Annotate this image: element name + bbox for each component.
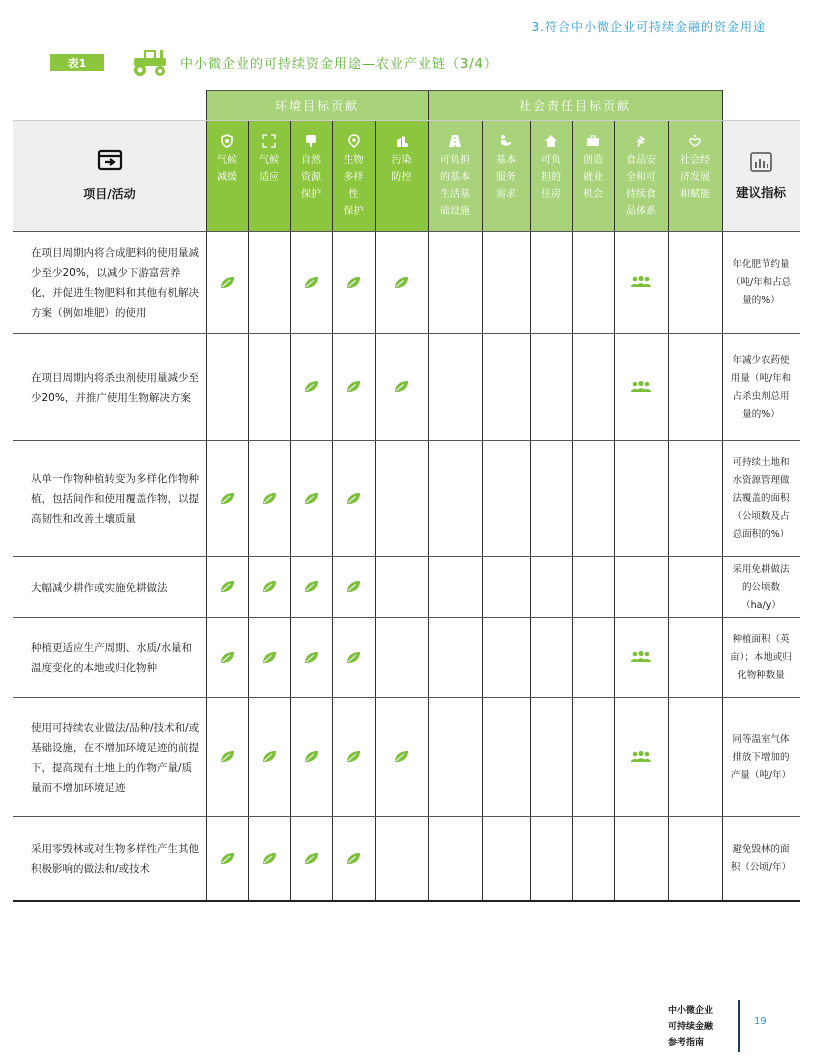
env-mark-cell	[206, 231, 248, 333]
leaf-icon	[346, 852, 361, 865]
footer-guide-title	[668, 1003, 713, 1051]
column-header-social-2	[482, 120, 530, 231]
indicator-cell	[722, 816, 800, 900]
indicator-cell	[722, 697, 800, 816]
env-mark-cell	[290, 333, 332, 440]
indicator-cell	[722, 556, 800, 617]
env-mark-cell	[375, 440, 428, 556]
people-icon	[630, 650, 652, 664]
leaf-icon	[220, 276, 235, 289]
social-mark-cell	[428, 231, 482, 333]
social-mark-cell	[614, 231, 668, 333]
column-header-social-5	[614, 120, 668, 231]
grid-vline	[206, 90, 207, 900]
social-mark-cell	[668, 617, 722, 697]
grid-vline	[248, 120, 249, 900]
briefcase-icon	[586, 134, 600, 148]
column-header-env-4	[332, 120, 375, 231]
bar-chart-icon	[749, 151, 773, 173]
social-mark-cell	[482, 617, 530, 697]
leaf-icon	[304, 651, 319, 664]
leaf-icon	[220, 651, 235, 664]
group-header-social: 社会责任目标贡献	[428, 90, 722, 120]
social-mark-cell	[572, 617, 614, 697]
column-header-social-6	[668, 120, 722, 231]
grid-vline	[572, 120, 573, 900]
env-mark-cell	[332, 617, 375, 697]
column-header-social-label: 基本 服务 需求	[496, 155, 516, 200]
grid-vline	[375, 120, 376, 900]
grid-hline	[13, 333, 800, 334]
leaf-icon	[346, 580, 361, 593]
env-mark-cell	[332, 556, 375, 617]
column-header-social-label: 食品安 全和可 持续食 品体系	[626, 155, 656, 217]
activity-cell	[13, 697, 206, 816]
env-mark-cell	[375, 556, 428, 617]
env-mark-cell	[375, 697, 428, 816]
env-mark-cell	[332, 333, 375, 440]
column-header-social-label: 社会经 济发展 和赋能	[680, 155, 710, 200]
column-header-social-4	[572, 120, 614, 231]
location-pin-icon	[347, 134, 361, 148]
indicator-text: 种植面积（英亩）；本地或归化物种数量	[730, 634, 792, 681]
social-mark-cell	[668, 816, 722, 900]
house-icon	[544, 134, 558, 148]
indicator-text: 年减少农药使用量（吨/年和占杀虫剂总用量的%）	[730, 354, 792, 420]
social-mark-cell	[428, 440, 482, 556]
grid-hline	[13, 900, 800, 902]
column-header-activity-label: 项目/活动	[83, 187, 136, 201]
env-mark-cell	[248, 440, 290, 556]
social-mark-cell	[614, 556, 668, 617]
env-mark-cell	[248, 231, 290, 333]
leaf-icon	[304, 492, 319, 505]
leaf-icon	[346, 276, 361, 289]
social-mark-cell	[614, 440, 668, 556]
activity-text: 在项目周期内将杀虫剂使用量减少至少20%，并推广使用生物解决方案	[31, 371, 199, 404]
tree-icon	[304, 134, 318, 148]
social-mark-cell	[482, 556, 530, 617]
activity-text: 种植更适应生产周期、水质/水量和温度变化的本地或归化物种	[31, 642, 193, 674]
indicator-cell	[722, 231, 800, 333]
grid-hline	[13, 556, 800, 557]
leaf-icon	[220, 852, 235, 865]
indicator-text: 可持续土地和水资源管理做法覆盖的面积（公顷数及占总面积的%）	[732, 457, 790, 540]
social-mark-cell	[482, 697, 530, 816]
social-mark-cell	[530, 556, 572, 617]
env-mark-cell	[248, 556, 290, 617]
social-mark-cell	[668, 231, 722, 333]
column-header-env-label: 污染 防控	[391, 155, 412, 183]
social-mark-cell	[572, 816, 614, 900]
column-header-env-label: 生物 多样 性 保护	[343, 155, 364, 217]
indicator-cell	[722, 333, 800, 440]
social-mark-cell	[428, 617, 482, 697]
leaf-icon	[394, 380, 409, 393]
social-mark-cell	[572, 231, 614, 333]
env-mark-cell	[290, 231, 332, 333]
social-mark-cell	[530, 231, 572, 333]
activity-cell	[13, 333, 206, 440]
road-icon	[448, 134, 462, 148]
leaf-icon	[304, 580, 319, 593]
env-mark-cell	[206, 617, 248, 697]
activity-text: 大幅减少耕作或实施免耕做法	[31, 581, 168, 594]
env-mark-cell	[206, 556, 248, 617]
grid-hline	[13, 231, 800, 232]
grid-vline	[290, 120, 291, 900]
column-header-env-1	[206, 120, 248, 231]
env-mark-cell	[332, 697, 375, 816]
people-icon	[630, 275, 652, 289]
social-mark-cell	[572, 556, 614, 617]
env-mark-cell	[206, 333, 248, 440]
leaf-icon	[262, 852, 277, 865]
indicator-cell	[722, 440, 800, 556]
column-header-env-label: 气候 减缓	[217, 155, 237, 183]
leaf-icon	[262, 492, 277, 505]
leaf-icon	[220, 492, 235, 505]
env-mark-cell	[290, 440, 332, 556]
social-mark-cell	[668, 697, 722, 816]
footer-line-2: 可持续金融	[668, 1022, 714, 1032]
shield-icon	[220, 134, 234, 148]
env-mark-cell	[375, 333, 428, 440]
social-mark-cell	[482, 333, 530, 440]
heart-hand-icon	[688, 134, 702, 148]
people-icon	[630, 750, 652, 764]
leaf-icon	[262, 651, 277, 664]
page-number: 19	[754, 1016, 767, 1027]
leaf-icon	[304, 276, 319, 289]
column-header-env-3	[290, 120, 332, 231]
env-mark-cell	[248, 697, 290, 816]
leaf-icon	[346, 492, 361, 505]
leaf-icon	[304, 852, 319, 865]
env-mark-cell	[332, 816, 375, 900]
column-header-social-label: 可负 担的 住房	[541, 155, 561, 200]
activity-cell	[13, 440, 206, 556]
social-mark-cell	[614, 697, 668, 816]
leaf-icon	[304, 750, 319, 763]
column-header-env-5	[375, 120, 428, 231]
social-mark-cell	[614, 617, 668, 697]
activity-text: 使用可持续农业做法/品种/技术和/或基础设施，在不增加环境足迹的前提下，提高现有土地上的作物产量/质量而不增加环境足迹	[31, 721, 200, 794]
wheat-icon	[634, 134, 648, 148]
people-icon	[630, 380, 652, 394]
expand-arrows-icon	[262, 134, 276, 148]
leaf-icon	[262, 750, 277, 763]
grid-vline	[428, 90, 429, 900]
activity-cell	[13, 556, 206, 617]
factory-icon	[395, 134, 409, 148]
env-mark-cell	[375, 231, 428, 333]
social-mark-cell	[614, 333, 668, 440]
arrow-box-icon	[97, 149, 123, 171]
social-mark-cell	[482, 816, 530, 900]
leaf-icon	[346, 750, 361, 763]
column-header-social-1	[428, 120, 482, 231]
grid-hline	[13, 440, 800, 441]
grid-vline	[614, 120, 615, 900]
activity-cell	[13, 617, 206, 697]
env-mark-cell	[290, 697, 332, 816]
activity-text: 在项目周期内将合成肥料的使用量减少至少20%，以减少下游富营养化，并促进生物肥料和其他有机解决方案（例如堆肥）的使用	[31, 247, 199, 319]
column-header-social-3	[530, 120, 572, 231]
grid-vline	[722, 90, 723, 900]
social-mark-cell	[530, 440, 572, 556]
social-mark-cell	[668, 333, 722, 440]
env-mark-cell	[206, 697, 248, 816]
social-mark-cell	[530, 617, 572, 697]
activity-cell	[13, 231, 206, 333]
leaf-icon	[346, 651, 361, 664]
activity-text: 采用零毁林或对生物多样性产生其他积极影响的做法和/或技术	[31, 843, 199, 875]
column-header-indicator-label: 建议指标	[735, 184, 786, 200]
footer-line-3: 参考指南	[668, 1038, 705, 1048]
social-mark-cell	[668, 440, 722, 556]
indicator-cell	[722, 617, 800, 697]
env-mark-cell	[290, 556, 332, 617]
service-icon	[499, 134, 513, 148]
column-header-activity	[13, 120, 206, 231]
column-header-env-label: 气候 适应	[259, 155, 279, 183]
footer-line-1: 中小微企业	[668, 1006, 714, 1016]
env-mark-cell	[248, 816, 290, 900]
social-mark-cell	[530, 333, 572, 440]
table-label: 表1	[50, 54, 104, 71]
grid-hline	[13, 617, 800, 618]
social-mark-cell	[572, 440, 614, 556]
column-header-social-label: 可负担 的基本 生活基 础设施	[440, 155, 470, 217]
leaf-icon	[220, 580, 235, 593]
column-header-indicator	[722, 120, 800, 231]
grid-vline	[482, 120, 483, 900]
leaf-icon	[394, 750, 409, 763]
social-mark-cell	[572, 333, 614, 440]
column-header-env-2	[248, 120, 290, 231]
grid-hline	[206, 90, 722, 91]
leaf-icon	[304, 380, 319, 393]
env-mark-cell	[375, 617, 428, 697]
social-mark-cell	[482, 440, 530, 556]
social-mark-cell	[482, 231, 530, 333]
group-header-environment: 环境目标贡献	[206, 90, 428, 120]
indicator-text: 年化肥节约量（吨/年和占总量的%）	[730, 259, 792, 306]
social-mark-cell	[614, 816, 668, 900]
env-mark-cell	[206, 440, 248, 556]
grid-hline	[13, 697, 800, 698]
table-title: 中小微企业的可持续资金用途—农业产业链（3/4）	[180, 57, 498, 72]
env-mark-cell	[248, 333, 290, 440]
column-header-env-label: 自然 资源 保护	[301, 155, 321, 200]
leaf-icon	[262, 580, 277, 593]
indicator-text: 避免毁林的面积（公顷/年）	[730, 844, 792, 873]
leaf-icon	[346, 380, 361, 393]
social-mark-cell	[428, 697, 482, 816]
activity-text: 从单一作物种植转变为多样化作物种植，包括间作和使用覆盖作物，以提高韧性和改善土壤质量	[31, 473, 199, 525]
env-mark-cell	[290, 816, 332, 900]
grid-hline	[13, 816, 800, 817]
social-mark-cell	[530, 697, 572, 816]
grid-vline	[332, 120, 333, 900]
social-mark-cell	[572, 697, 614, 816]
env-mark-cell	[332, 231, 375, 333]
leaf-icon	[394, 276, 409, 289]
env-mark-cell	[375, 816, 428, 900]
indicator-text: 采用免耕做法的公顷数（ha/y）	[732, 563, 790, 611]
column-header-social-label: 创造 就业 机会	[583, 155, 603, 200]
footer-divider	[738, 1000, 740, 1052]
social-mark-cell	[668, 556, 722, 617]
grid-vline	[668, 120, 669, 900]
env-mark-cell	[332, 440, 375, 556]
social-mark-cell	[530, 816, 572, 900]
grid-hline	[13, 120, 800, 121]
social-mark-cell	[428, 556, 482, 617]
social-mark-cell	[428, 333, 482, 440]
leaf-icon	[220, 750, 235, 763]
indicator-text: 同等温室气体排放下增加的产量（吨/年）	[730, 733, 792, 781]
section-header: 3.符合中小微企业可持续金融的资金用途	[531, 20, 766, 34]
env-mark-cell	[206, 816, 248, 900]
activity-cell	[13, 816, 206, 900]
env-mark-cell	[290, 617, 332, 697]
grid-vline	[530, 120, 531, 900]
env-mark-cell	[248, 617, 290, 697]
social-mark-cell	[428, 816, 482, 900]
